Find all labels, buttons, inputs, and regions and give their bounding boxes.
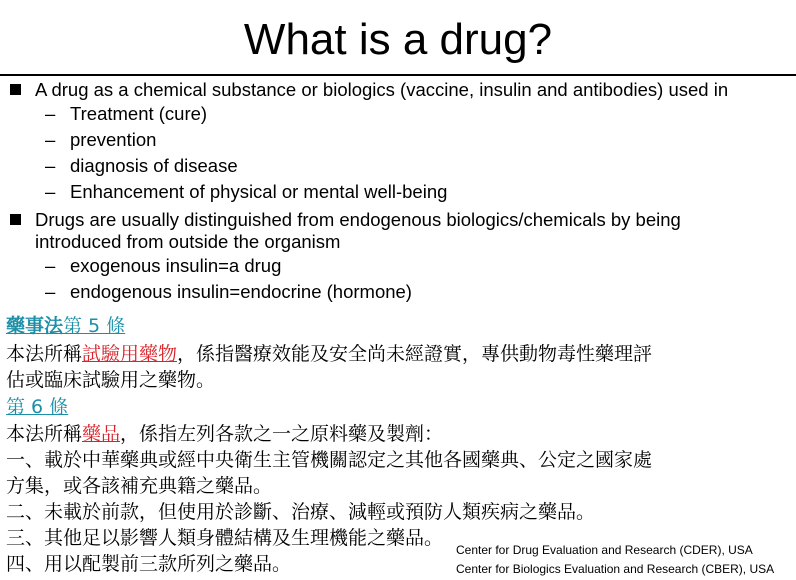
sub-bullet-treatment xyxy=(0,101,796,127)
bullet-drug-distinction xyxy=(0,209,796,253)
square-bullet-icon xyxy=(10,214,21,225)
highlight-term-investigational-drug: 試驗用藥物 xyxy=(82,343,178,365)
sub-bullet-text: Treatment (cure) xyxy=(70,103,208,124)
credit-cder: Center for Drug Evaluation and Research (CDER), USA xyxy=(456,543,753,557)
sub-bullet-endogenous xyxy=(0,279,796,305)
article-text: 本法所稱 xyxy=(6,423,83,445)
article-6-line1 xyxy=(6,421,786,447)
article-text: 本法所稱 xyxy=(6,343,83,365)
bullet-text-line2: introduced from outside the organism xyxy=(35,231,341,252)
law-article-5-heading xyxy=(6,313,786,339)
sub-bullet-exogenous xyxy=(0,253,796,279)
article-6-item2: 二、未載於前款，但使用於診斷、治療、減輕或預防人類疾病之藥品。 xyxy=(6,501,596,523)
title-divider xyxy=(0,74,796,76)
square-bullet-icon xyxy=(10,84,21,95)
law-name: 藥事法 xyxy=(6,315,64,337)
credit-cber: Center for Biologics Evaluation and Research (CBER), USA xyxy=(456,562,775,576)
source-credit xyxy=(456,541,774,579)
dash-icon: – xyxy=(45,255,56,276)
dash-icon: – xyxy=(45,103,56,124)
dash-icon: – xyxy=(45,181,56,202)
article-5-line1 xyxy=(6,341,786,367)
sub-bullet-text: Enhancement of physical or mental well-being xyxy=(70,181,448,202)
law-article-6-heading: 第 6 條 xyxy=(6,396,69,418)
article-number: 第 5 條 xyxy=(63,315,126,337)
bullet-drug-definition xyxy=(0,79,796,101)
dash-icon: – xyxy=(45,155,56,176)
bullet-text-line1: Drugs are usually distinguished from endogenous biologics/chemicals by being xyxy=(35,209,681,230)
slide-title: What is a drug? xyxy=(243,15,553,64)
sub-bullet-diagnosis xyxy=(0,153,796,179)
bullet-list xyxy=(0,79,796,305)
sub-bullet-text: prevention xyxy=(70,129,157,150)
sub-bullet-text: endogenous insulin=endocrine (hormone) xyxy=(70,281,412,302)
dash-icon: – xyxy=(45,129,56,150)
article-6-item3: 三、其他足以影響人類身體結構及生理機能之藥品。 xyxy=(6,527,444,549)
article-text: ，係指左列各款之一之原料藥及製劑： xyxy=(120,423,444,445)
highlight-term-drug: 藥品 xyxy=(82,423,121,445)
article-6-item1-line2: 方集，或各該補充典籍之藥品。 xyxy=(6,475,273,497)
article-5-line2: 估或臨床試驗用之藥物。 xyxy=(6,369,216,391)
article-6-item4: 四、用以配製前三款所列之藥品。 xyxy=(6,553,292,575)
article-6-item1-line1: 一、載於中華藥典或經中央衛生主管機關認定之其他各國藥典、公定之國家處 xyxy=(6,449,653,471)
article-text: ，係指醫療效能及安全尚未經證實，專供動物毒性藥理評 xyxy=(177,343,653,365)
sub-bullet-text: diagnosis of disease xyxy=(70,155,238,176)
bullet-text: A drug as a chemical substance or biologics (vaccine, insulin and antibodies) used in xyxy=(35,79,729,100)
dash-icon: – xyxy=(45,281,56,302)
sub-bullet-text: exogenous insulin=a drug xyxy=(70,255,282,276)
sub-bullet-prevention xyxy=(0,127,796,153)
sub-bullet-enhancement xyxy=(0,179,796,205)
